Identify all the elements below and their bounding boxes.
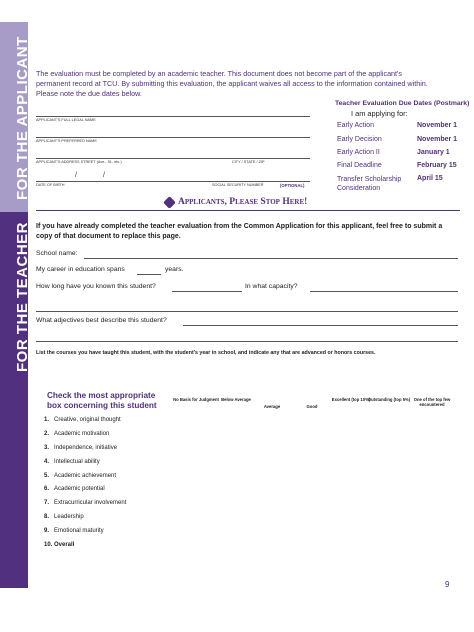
dob-slash: / <box>103 172 105 179</box>
capacity-label: In what capacity? <box>245 283 298 290</box>
criterion-row[interactable]: 5. Academic achievement <box>44 473 117 479</box>
career-years-field[interactable] <box>137 274 161 275</box>
deadline-term: Early Action II <box>337 149 380 156</box>
stop-banner <box>165 197 307 207</box>
col-outstanding: Outstanding (top 5%) <box>367 397 411 402</box>
grid-title-line2: box concerning this student <box>47 401 157 410</box>
city-state-zip-label: CITY / STATE / ZIP <box>232 160 265 164</box>
deadline-term: Early Action <box>337 122 374 129</box>
full-legal-name-label: APPLICANT'S FULL LEGAL NAME <box>36 118 96 122</box>
deadline-term: Final Deadline <box>337 162 382 169</box>
intro-paragraph: The evaluation must be completed by an academic teacher. This document does not become part of the applicant's permanent record at TCU. By submitting this evaluation, the applicant waives all access to the information contained within. Please note the due dates below. <box>36 69 428 98</box>
col-no-basis: No Basis for Judgment <box>173 397 219 402</box>
deadline-term: Early Decision <box>337 136 382 143</box>
col-top-few: One of the top few encountered <box>413 397 451 407</box>
deadline-box <box>331 98 470 220</box>
sidebar-teacher <box>0 212 31 588</box>
criterion-row[interactable]: 6. Academic potential <box>44 486 105 492</box>
address-field[interactable] <box>36 158 310 159</box>
how-long-field[interactable] <box>172 291 242 292</box>
blank-line[interactable] <box>36 311 458 312</box>
adjectives-field-2[interactable] <box>36 341 458 342</box>
dob-label: DATE OF BIRTH <box>36 183 65 187</box>
stop-text: Applicants, Please Stop Here! <box>178 197 308 207</box>
preferred-name-label: APPLICANT'S PREFERRED NAME <box>36 139 97 143</box>
applying-label: I am applying for: <box>351 109 408 118</box>
grid-title-line1: Check the most appropriate <box>47 391 156 400</box>
courses-instruction: List the courses you have taught this student, with the student's year in school, and indicate any that are advanced or honors courses. <box>36 350 376 356</box>
sidebar-applicant <box>0 22 31 212</box>
deadline-title: Teacher Evaluation Due Dates (Postmark) <box>335 100 470 107</box>
deadline-date: November 1 <box>417 122 458 129</box>
how-long-label: How long have you known this student? <box>36 283 156 290</box>
col-average: Average <box>263 404 281 409</box>
deadline-date: November 1 <box>417 136 458 143</box>
full-legal-name-field[interactable] <box>36 116 310 117</box>
deadline-date: January 1 <box>417 149 450 156</box>
section-divider <box>36 210 460 211</box>
criterion-row[interactable]: 9. Emotional maturity <box>44 528 104 534</box>
sidebar-teacher-label: FOR THE TEACHER <box>14 222 31 372</box>
career-label: My career in education spans <box>36 266 125 273</box>
optional-label: (OPTIONAL) <box>280 183 305 188</box>
criterion-row[interactable]: 1. Creative, original thought <box>44 417 121 423</box>
col-good: Good <box>306 404 318 409</box>
adjectives-field[interactable] <box>183 325 458 326</box>
stop-diamond-icon <box>163 196 176 209</box>
dob-ssn-field[interactable] <box>36 181 310 182</box>
school-name-field[interactable] <box>84 258 458 259</box>
school-name-label: School name: <box>36 250 78 257</box>
address-label: APPLICANT'S ADDRESS STREET (Ave., St., etc.) <box>36 160 122 164</box>
deadline-date: February 15 <box>417 162 457 169</box>
col-excellent: Excellent (top 10%) <box>331 397 371 402</box>
criterion-row[interactable]: 2. Academic motivation <box>44 431 110 437</box>
ssn-label: SOCIAL SECURITY NUMBER <box>212 183 264 187</box>
teacher-intro: If you have already completed the teacher evaluation from the Common Application for this applicant, feel free to submit a copy of that document to replace this page. <box>36 223 443 240</box>
preferred-name-field[interactable] <box>36 137 310 138</box>
criterion-row[interactable]: 4. Intellectual ability <box>44 459 100 465</box>
dob-slash: / <box>75 172 77 179</box>
capacity-field[interactable] <box>310 291 458 292</box>
page-number: 9 <box>445 580 450 589</box>
criterion-row[interactable]: 8. Leadership <box>44 514 84 520</box>
col-below-average: Below Average <box>221 397 251 402</box>
criterion-row[interactable]: 10. Overall <box>44 542 75 548</box>
adjectives-label: What adjectives best describe this student? <box>36 317 167 324</box>
deadline-term: Transfer Scholarship Consideration <box>337 176 402 192</box>
criterion-row[interactable]: 3. Independence, initiative <box>44 445 118 451</box>
sidebar-applicant-label: FOR THE APPLICANT <box>14 36 31 200</box>
grid-title <box>47 391 157 411</box>
criterion-row[interactable]: 7. Extracurricular involvement <box>44 500 127 506</box>
deadline-date: April 15 <box>417 175 443 182</box>
career-suffix: years. <box>165 266 184 273</box>
